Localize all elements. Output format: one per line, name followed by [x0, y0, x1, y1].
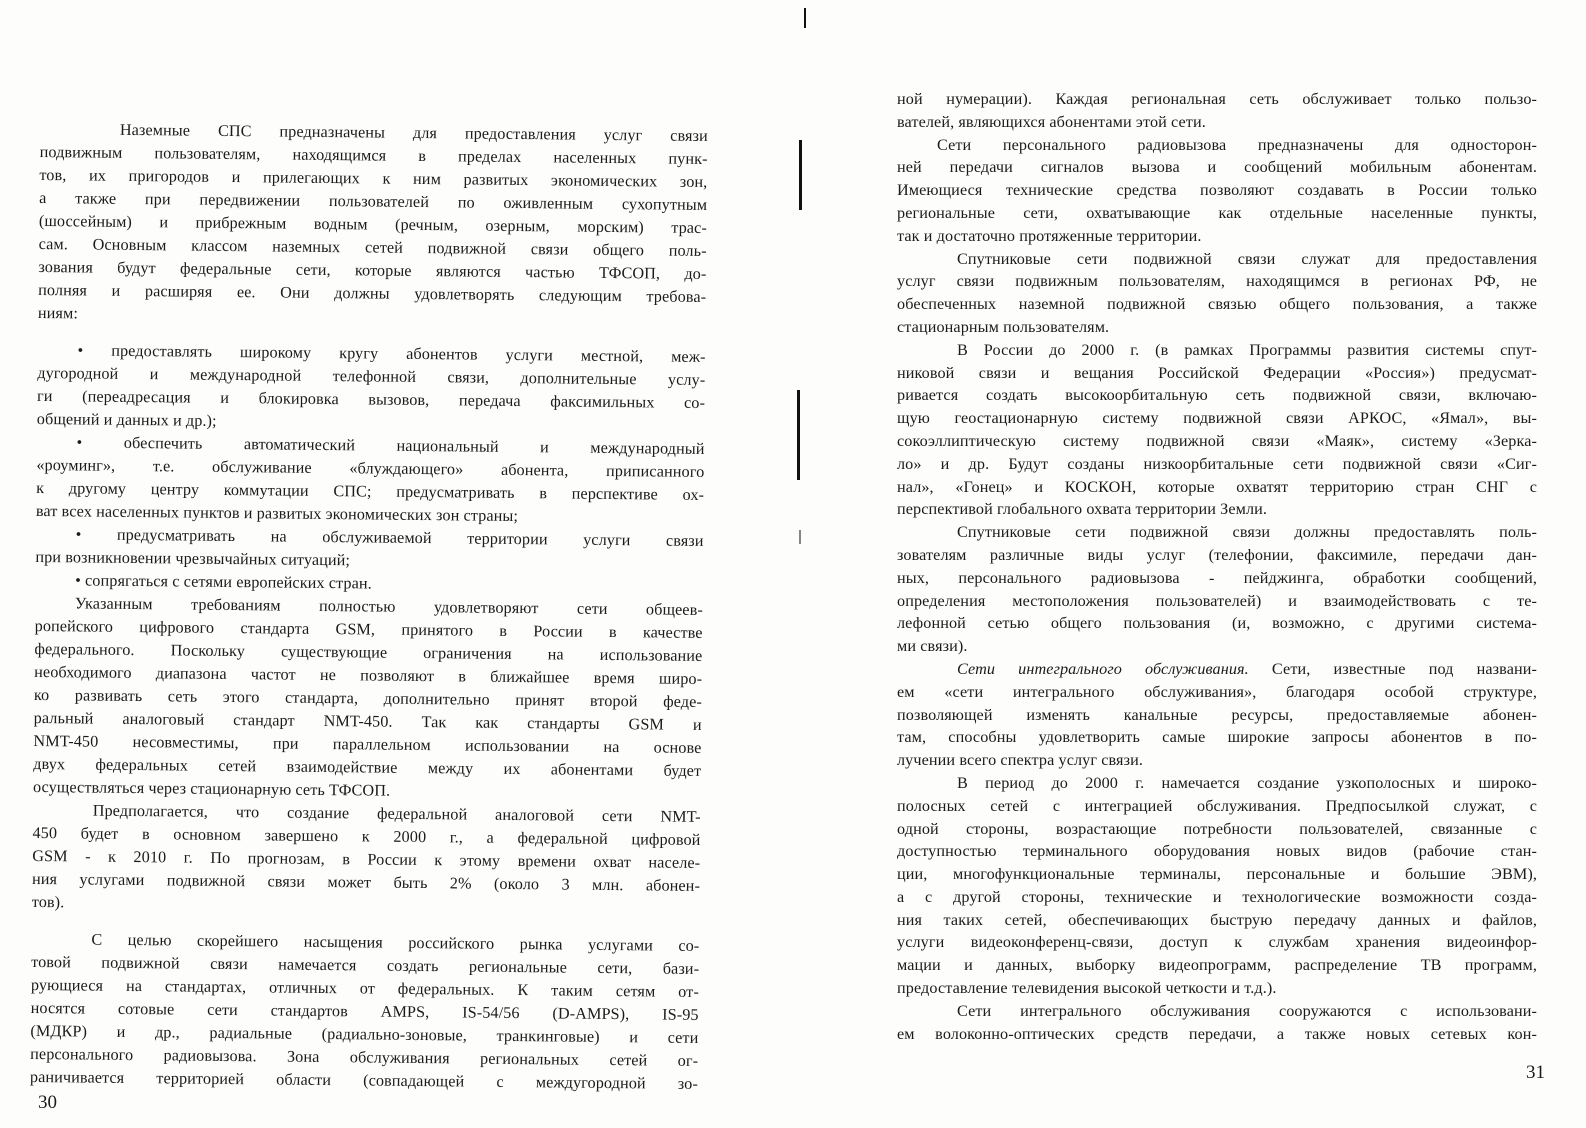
text-line: • сопрягаться с сетями европейских стран. — [75, 571, 372, 593]
text-line: там, способны удовлетворить самые широкие запросы абонентов в по- — [897, 728, 1537, 747]
text-line: региональные сети, охватывающие как отдельные населенные пункты, — [897, 203, 1537, 222]
text-line: Сети персонального радиовызова предназначены для односторон- — [937, 135, 1537, 154]
text-line: • обеспечить автоматический национальный и международный — [76, 433, 705, 458]
text-line: зования будут федеральные сети, которые являются частью ТФСОП, до- — [38, 257, 707, 283]
text-line: (шоссейным) и прибрежным водным (речным, озерным, морским) трас- — [38, 211, 707, 237]
text-line: ниям: — [37, 303, 79, 323]
text-line: сокоэллиптическую систему подвижной связи «Маяк», систему «Зерка- — [897, 431, 1537, 450]
text-line: вателей, являющихся абонентами этой сети. — [897, 112, 1206, 131]
text-line: так и достаточно протяженные территории. — [897, 226, 1202, 245]
text-line: • предусматривать на обслуживаемой территории услуги связи — [75, 525, 704, 550]
text-line: • предоставлять широкому кругу абонентов услуги местной, меж- — [77, 341, 706, 366]
text-line: В период до 2000 г. намечается создание узкополосных и широко- — [957, 773, 1537, 792]
left-page-text — [30, 118, 708, 1096]
text-line: тов, их пригородов и прилегающих к ним развитых экономических зон, — [39, 165, 708, 191]
text-line: стационарным пользователям. — [897, 317, 1110, 336]
gutter-artifact — [799, 140, 802, 210]
text-line: Предполагается, что создание федеральной аналоговой сети NMT- — [92, 801, 701, 826]
text-line: Спутниковые сети подвижной связи служат для предоставления — [957, 249, 1537, 268]
text-line: полосных сетей с интеграцией обслуживания. Предпосылкой служат, с — [897, 796, 1537, 815]
text-line: Спутниковые сети подвижной связи должны предоставлять поль- — [957, 523, 1537, 542]
text-line: тов). — [31, 892, 65, 912]
text-line: обеспеченных наземной подвижной связью общего пользования, а также — [897, 295, 1537, 314]
text-line: Имеющиеся технические средства позволяют создавать в России только — [897, 181, 1537, 200]
right-page-text — [897, 88, 1537, 1045]
gutter-artifact — [804, 8, 806, 28]
text-line: а с другой стороны, технические и технологические возможности созда- — [897, 887, 1537, 906]
right-page — [793, 0, 1586, 1128]
text-line: щую геостационарную систему подвижной связи АРКОС, «Ямал», вы- — [897, 409, 1537, 428]
text-line: носятся сотовые сети стандартов AMPS, IS-54/56 (D-AMPS), IS-95 — [30, 998, 699, 1024]
text-line: раничивается территорией области (совпадающей с междугородной зо- — [29, 1067, 699, 1093]
text-line: Сети интегрального обслуживания сооружаются с использовани- — [957, 1001, 1537, 1020]
text-line: ривается создать высокоорбитальную сеть подвижной связи, включаю- — [897, 386, 1537, 405]
text-line: персонального радиовызова. Зона обслуживания региональных сетей ог- — [30, 1044, 699, 1070]
text-line: Сети интегрального обслуживания. Сети, известные под названи- — [957, 659, 1537, 678]
text-line: товой подвижной связи намечается создать региональные сети, бази- — [31, 952, 700, 978]
text-line: перспективой глобального охвата территории Земли. — [897, 500, 1268, 519]
text-line: услуги видеоконференц-связи, доступ к службам хранения видеоинфор- — [897, 933, 1537, 952]
text-line: (МДКР) и др., радиальные (радиально-зоновые, транкинговые) и сети — [30, 1021, 699, 1047]
text-line: никовой связи и вещания Российской Федерации «Россия») предусмат- — [897, 363, 1537, 382]
text-line: ральный аналоговый стандарт NMT-450. Так как стандарты GSM и — [33, 708, 702, 734]
text-line: сам. Основным классом наземных сетей подвижной связи общего поль- — [38, 234, 707, 260]
text-line: ват всех населенных пунктов и развитых экономических зон страны; — [35, 501, 519, 526]
text-line: подвижным пользователям, находящимся в пределах населенных пунк- — [39, 142, 708, 168]
text-line: ло» и др. Будут созданы низкоорбитальные сети подвижной связи «Сиг- — [897, 454, 1537, 473]
text-line: зователям различные виды услуг (телефонии, факсимиле, передачи дан- — [897, 545, 1537, 564]
text-line: предоставление телевидения высокой четкости и т.д.). — [897, 979, 1277, 998]
text-line: «роуминг», т.е. обслуживание «блуждающего» абонента, приписанного — [36, 455, 705, 481]
text-line: ем волоконно-оптических средств передачи, а также новых сетевых кон- — [897, 1024, 1537, 1043]
text-line: NMT-450 несовместимы, при параллельном использовании на основе — [33, 731, 702, 757]
text-line: ропейского цифрового стандарта GSM, принятого в России в качестве — [34, 616, 703, 642]
text-line: мации и данных, выборку видеопрограмм, распределение ТВ программ, — [897, 956, 1537, 975]
text-line: федерального. Поскольку существующие ограничения на использование — [34, 639, 703, 665]
right-page-number: 31 — [1526, 1062, 1545, 1083]
text-line: ги (переадресация и блокировка вызовов, передача факсимильных со- — [36, 386, 706, 412]
text-line: нал», «Гонец» и КОСКОН, которые охватят территорию стран СНГ с — [897, 477, 1537, 496]
text-line: лучении всего спектра услуг связи. — [897, 751, 1144, 770]
text-line: услуг связи подвижным пользователям, находящимся в регионах РФ, не — [897, 272, 1537, 291]
text-line: доступностью терминального оборудования новых видов (рабочие стан- — [897, 842, 1537, 861]
gutter-artifact — [799, 530, 801, 544]
text-line: GSM - к 2010 г. По прогнозам, в России к этому времени охват населе- — [32, 846, 701, 872]
text-line: ной нумерации). Каждая региональная сеть обслуживает только пользо- — [897, 90, 1537, 108]
text-line: к другому центру коммутации СПС; предусматривать в перспективе ох- — [36, 478, 705, 504]
text-line: ко развивать сеть этого стандарта, дополнительно принят второй феде- — [33, 685, 703, 711]
text-line: двух федеральных сетей взаимодействие между их абонентами будет — [33, 754, 702, 780]
text-line: позволяющей изменять канальные ресурсы, предоставляемые абонен- — [897, 705, 1537, 724]
text-line: полняя и расширяя ее. Они должны удовлетворять следующим требова- — [38, 280, 707, 306]
text-line: Наземные СПС предназначены для предоставления услуг связи — [119, 120, 708, 145]
text-line: общений и данных и др.); — [36, 409, 217, 430]
text-line: С целью скорейшего насыщения российского рынка услугами со- — [91, 930, 700, 955]
text-line: одной стороны, возрастающие потребности пользователей, связанные с — [897, 819, 1537, 838]
text-line: лефонной сетью общего пользования (и, возможно, с другими система- — [897, 614, 1537, 633]
text-line: ных, персонального радиовызова - пейджинга, обработки сообщений, — [897, 568, 1537, 587]
text-line: определения местоположения пользователей) и взаимодействовать с те- — [897, 591, 1537, 610]
left-page-number: 30 — [38, 1092, 57, 1113]
text-line: а также при передвижении пользователей по оживленным сухопутным — [39, 188, 708, 214]
text-line: В России до 2000 г. (в рамках Программы развития системы спут- — [957, 340, 1537, 359]
gutter-artifact — [797, 390, 800, 480]
text-line: ми связи). — [897, 637, 968, 656]
text-line: осуществляться через стационарную сеть ТФСОП. — [32, 777, 391, 800]
text-line: ния услугами подвижной связи может быть 2% (около 3 млн. абонен- — [31, 869, 701, 895]
text-line: 450 будет в основном завершено к 2000 г., а федеральной цифровой — [32, 823, 701, 849]
text-line: ней передачи сигналов вызова и сообщений мобильным абонентам. — [897, 158, 1537, 177]
text-line: ния таких сетей, обеспечивающих быструю передачу данных и файлов, — [897, 910, 1537, 929]
text-line: необходимого диапазона частот не позволяют в ближайшее время широ- — [34, 662, 703, 688]
text-line: при возникновении чрезвычайных ситуаций; — [35, 547, 351, 570]
text-line: ции, многофункциональные терминалы, персональные и большие ЭВМ), — [897, 865, 1537, 884]
text-line: рующиеся на стандартах, отличных от федеральных. К таким сетям от- — [30, 975, 699, 1001]
text-line: ем «сети интегрального обслуживания», благодаря особой структуре, — [897, 682, 1537, 701]
text-line: Указанным требованиям полностью удовлетворяют сети общеев- — [74, 594, 703, 619]
text-line: дугородной и международной телефонной связи, дополнительные услу- — [37, 363, 706, 389]
